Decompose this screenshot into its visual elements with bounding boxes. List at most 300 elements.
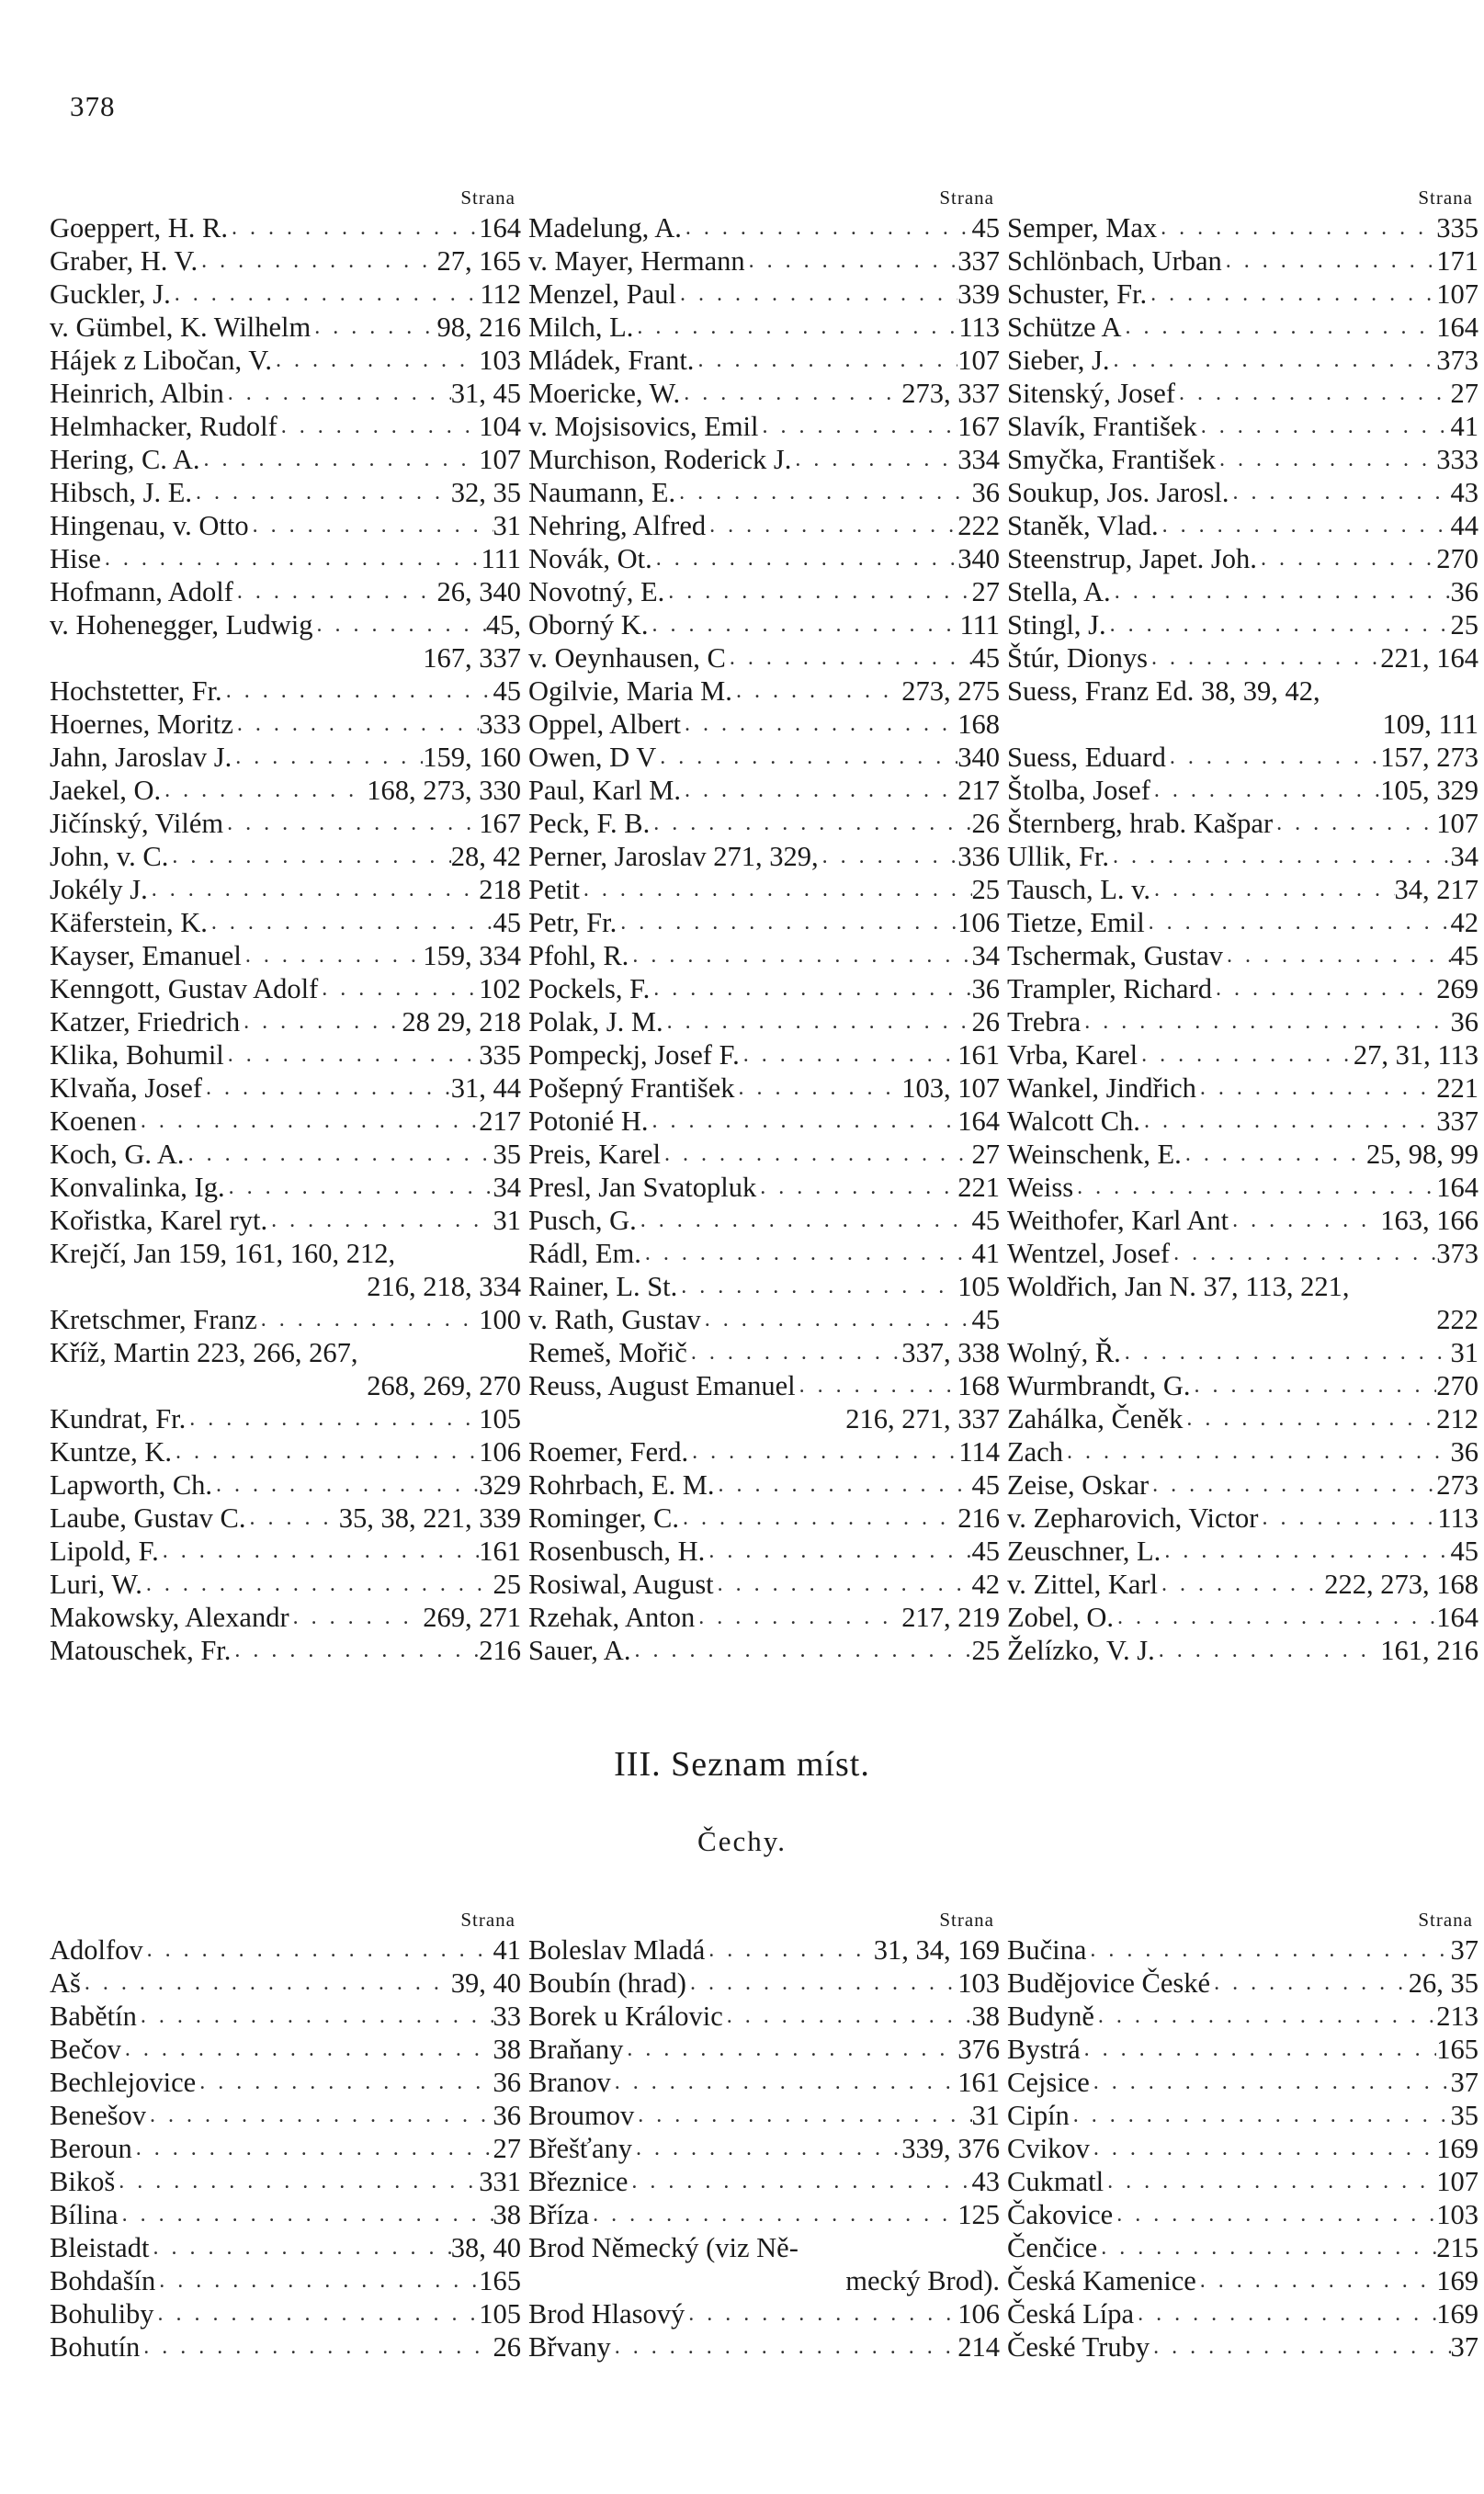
entry-pages: 45 [971, 1469, 1000, 1501]
entry-pages: 28, 42 [450, 841, 521, 872]
leader-dots [1113, 2198, 1436, 2231]
index-entry [528, 476, 1000, 509]
leader-dots [1196, 1071, 1436, 1105]
strana-header: Strana [1418, 1909, 1473, 1931]
leader-dots [1157, 211, 1436, 244]
leader-dots [192, 476, 451, 509]
index-entry [528, 608, 1000, 641]
index-entry [528, 2033, 1000, 2066]
entry-name: Heinrich, Albin [50, 378, 224, 409]
index-entry [1007, 1502, 1478, 1535]
entry-pages: 45 [971, 1304, 1000, 1335]
entry-pages: 43 [1450, 477, 1478, 508]
entry-name: Käferstein, K. [50, 907, 208, 938]
leader-dots [318, 972, 479, 1005]
index-entry [1007, 1468, 1478, 1502]
entry-name: Hise [50, 543, 101, 574]
entry-pages: 216 [957, 1502, 1000, 1534]
index-entry [1007, 906, 1478, 939]
leader-dots [1109, 840, 1450, 873]
leader-dots [695, 1601, 901, 1634]
index-entry [1007, 1204, 1478, 1237]
entry-name: Hering, C. A. [50, 444, 200, 475]
entry-name: Pusch, G. [528, 1205, 637, 1236]
index-entry [1007, 2033, 1478, 2066]
leader-dots [1273, 807, 1436, 840]
index-entry [1007, 1171, 1478, 1204]
entry-name: Koch, G. A. [50, 1139, 185, 1170]
index-entry [50, 2000, 521, 2033]
leader-dots [1063, 1435, 1451, 1468]
entry-continuation: 216, 271, 337 [845, 1403, 1000, 1434]
entry-name: Reuss, August Emanuel [528, 1370, 796, 1401]
entry-name: Zeise, Oskar [1007, 1469, 1150, 1501]
index-entry [1007, 675, 1478, 708]
index-entry [50, 708, 521, 741]
entry-pages: 103 [1436, 2199, 1478, 2230]
entry-pages: 214 [957, 2331, 1000, 2363]
index-entry [1007, 1005, 1478, 1038]
index-entry [50, 2264, 521, 2297]
entry-pages: 215 [1436, 2232, 1478, 2263]
entry-name: Remeš, Mořič [528, 1337, 687, 1368]
entry-pages: 163, 166 [1380, 1205, 1478, 1236]
entry-pages: 31 [971, 2100, 1000, 2131]
index-entry [50, 1601, 521, 1634]
leader-dots [231, 1634, 479, 1667]
entry-pages: 105 [479, 2298, 521, 2330]
leader-dots [641, 1237, 972, 1270]
index-entry [50, 774, 521, 807]
leader-dots [240, 1005, 402, 1038]
entry-name: Roemer, Ferd. [528, 1436, 689, 1468]
entry-pages: 33 [493, 2001, 521, 2032]
index-entry [528, 344, 1000, 377]
persons-column-2 [528, 184, 1000, 1667]
entry-name: Kořistka, Karel ryt. [50, 1205, 268, 1236]
leader-dots [1140, 1105, 1436, 1138]
entry-name: Zeuschner, L. [1007, 1536, 1161, 1567]
leader-dots [796, 1369, 958, 1402]
leader-dots [726, 641, 972, 675]
entry-name: Cejsice [1007, 2067, 1090, 2098]
entry-pages: 103, 107 [901, 1072, 1000, 1104]
entry-name: Čenčice [1007, 2232, 1098, 2263]
entry-pages: 45, [485, 609, 521, 641]
entry-pages: 45 [493, 675, 521, 707]
entry-name: v. Mayer, Hermann [528, 245, 745, 277]
places-column-2 [528, 1906, 1000, 2364]
leader-dots [706, 509, 957, 542]
index-entry [1007, 1237, 1478, 1270]
index-entry [50, 873, 521, 906]
entry-pages: 125 [957, 2199, 1000, 2230]
persons-column-3 [1007, 184, 1478, 1667]
entry-name: Boleslav Mladá [528, 1934, 706, 1966]
leader-dots [1166, 741, 1380, 774]
entry-name: Jaekel, O. [50, 775, 162, 806]
index-entry [1007, 2330, 1478, 2364]
index-entry [50, 1468, 521, 1502]
entry-name: Kundrat, Fr. [50, 1403, 187, 1434]
entry-pages: 161 [479, 1536, 521, 1567]
entry-pages: 167 [957, 411, 1000, 442]
leader-dots [685, 2297, 957, 2330]
leader-dots [759, 410, 958, 443]
index-entry [50, 2099, 521, 2132]
entry-name: Petr, Fr. [528, 907, 617, 938]
index-entry [528, 575, 1000, 608]
entry-name: Břvany [528, 2331, 611, 2363]
entry-name: Oppel, Albert [528, 709, 682, 740]
entry-pages: 27, 31, 113 [1353, 1039, 1478, 1071]
index-entry [1007, 939, 1478, 972]
leader-dots [171, 278, 481, 311]
index-entry [528, 1270, 1000, 1303]
leader-dots [1109, 344, 1436, 377]
entry-name: Tietze, Emil [1007, 907, 1145, 938]
entry-pages: 41 [1450, 411, 1478, 442]
leader-dots [628, 2165, 971, 2198]
entry-pages: 171 [1436, 245, 1478, 277]
index-entry [528, 1369, 1000, 1402]
entry-name: Jičínský, Vilém [50, 808, 224, 839]
entry-pages: 26 [971, 1006, 1000, 1037]
leader-dots [212, 1468, 479, 1502]
entry-pages: 212 [1436, 1403, 1478, 1434]
leader-dots [1159, 509, 1451, 542]
entry-pages: 217 [957, 775, 1000, 806]
entry-name: Graber, H. V. [50, 245, 198, 277]
index-entry [50, 972, 521, 1005]
entry-pages: 106 [957, 2298, 1000, 2330]
entry-name: Broumov [528, 2100, 635, 2131]
entry-name: Walcott Ch. [1007, 1105, 1140, 1137]
entry-name: Schütze A [1007, 312, 1122, 343]
entry-pages: 164 [1436, 1172, 1478, 1203]
entry-name: Bikoš [50, 2166, 116, 2197]
entry-name: v. Hohenegger, Ludwig [50, 609, 313, 641]
leader-dots [735, 1071, 902, 1105]
leader-dots [1111, 575, 1451, 608]
entry-name: Oborný K. [528, 609, 649, 641]
entry-pages: 26 [493, 2331, 521, 2363]
entry-name: Hájek z Libočan, V. [50, 345, 272, 376]
entry-pages: 34, 217 [1394, 874, 1478, 905]
entry-pages: 107 [957, 345, 1000, 376]
index-entry [528, 2165, 1000, 2198]
entry-pages: 157, 273 [1380, 742, 1478, 773]
entry-name: Klika, Bohumil [50, 1039, 224, 1071]
entry-name: Břešťany [528, 2133, 632, 2164]
index-entry [50, 1005, 521, 1038]
entry-name: Štúr, Dionys [1007, 642, 1148, 674]
leader-dots [677, 1270, 957, 1303]
entry-pages: 98, 216 [436, 312, 521, 343]
entry-pages: 37 [1450, 1934, 1478, 1966]
index-entry [1007, 2297, 1478, 2330]
leader-dots [1223, 939, 1450, 972]
entry-pages: 34 [1450, 841, 1478, 872]
entry-pages: 222, 273, 168 [1324, 1569, 1478, 1600]
index-entry [528, 211, 1000, 244]
entry-name: Novák, Ot. [528, 543, 652, 574]
entry-name: Konvalinka, Ig. [50, 1172, 225, 1203]
entry-name: Soukup, Jos. Jarosl. [1007, 477, 1229, 508]
index-entry [528, 1071, 1000, 1105]
entry-pages: 165 [1436, 2034, 1478, 2065]
index-entry [528, 939, 1000, 972]
entry-pages: 26 [971, 808, 1000, 839]
entry-name: Hingenau, v. Otto [50, 510, 249, 541]
leader-dots [756, 1171, 957, 1204]
entry-name: Rosenbusch, H. [528, 1536, 706, 1567]
entry-pages: 103 [957, 1967, 1000, 1999]
entry-pages: 107 [1436, 2166, 1478, 2197]
entry-pages: 32, 35 [450, 477, 521, 508]
leader-dots [185, 1138, 493, 1171]
index-entry [1007, 344, 1478, 377]
leader-dots [1196, 2264, 1436, 2297]
entry-name: Sitenský, Josef [1007, 378, 1175, 409]
leader-dots [1150, 873, 1395, 906]
entry-name: Čakovice [1007, 2199, 1114, 2230]
entry-name: Preis, Karel [528, 1139, 661, 1170]
entry-name: Šternberg, hrab. Kašpar [1007, 808, 1274, 839]
entry-name: Moericke, W. [528, 378, 681, 409]
leader-dots [1138, 1038, 1354, 1071]
entry-name: Goeppert, H. R. [50, 212, 228, 244]
index-entry [50, 410, 521, 443]
entry-pages: 31 [1450, 1337, 1478, 1368]
entry-pages: 45 [971, 642, 1000, 674]
leader-dots [688, 1435, 958, 1468]
leader-dots [732, 675, 901, 708]
leader-dots [155, 2264, 479, 2297]
index-entry [50, 1967, 521, 2000]
entry-name: Tausch, L. v. [1007, 874, 1150, 905]
leader-dots [232, 741, 423, 774]
entry-pages: 161 [957, 2067, 1000, 2098]
entry-pages: 169 [1436, 2133, 1478, 2164]
index-entry [50, 1237, 521, 1270]
index-entry [528, 1933, 1000, 1967]
leader-dots [745, 244, 958, 278]
entry-name: Smyčka, František [1007, 444, 1217, 475]
index-entry [50, 1303, 521, 1336]
entry-name: Sauer, A. [528, 1635, 631, 1666]
entry-name: Trebra [1007, 1006, 1082, 1037]
leader-dots [1258, 1502, 1437, 1535]
entry-name: Bečov [50, 2034, 121, 2065]
entry-name: Stingl, J. [1007, 609, 1106, 641]
leader-dots [664, 575, 971, 608]
entry-name: Helmhacker, Rudolf [50, 411, 278, 442]
entry-pages: 36 [1450, 576, 1478, 607]
entry-name: Matouschek, Fr. [50, 1635, 232, 1666]
index-entry [528, 774, 1000, 807]
entry-name: Petit [528, 874, 580, 905]
entry-pages: 340 [957, 742, 1000, 773]
entry-pages: 216 [479, 1635, 521, 1666]
entry-pages: 331 [479, 2166, 521, 2197]
index-entry [1007, 2066, 1478, 2099]
strana-header: Strana [460, 187, 515, 209]
entry-continuation: 167, 337 [423, 642, 521, 674]
entry-name: Guckler, J. [50, 278, 171, 310]
entry-pages: 27 [1450, 378, 1478, 409]
entry-pages: 106 [957, 907, 1000, 938]
entry-pages: 159, 160 [423, 742, 521, 773]
leader-dots [1158, 1568, 1324, 1601]
index-entry [1007, 2000, 1478, 2033]
index-entry [528, 2198, 1000, 2231]
index-entry [1007, 2264, 1478, 2297]
leader-dots [680, 377, 901, 410]
leader-dots [186, 1402, 479, 1435]
leader-dots [198, 244, 436, 278]
leader-dots [1121, 1336, 1451, 1369]
leader-dots [242, 939, 423, 972]
entry-name: Murchison, Roderick J. [528, 444, 792, 475]
leader-dots [233, 708, 479, 741]
leader-dots [580, 873, 972, 906]
entry-pages: 42 [1450, 907, 1478, 938]
index-entry [50, 2033, 521, 2066]
entry-name: v. Oeynhausen, C [528, 642, 726, 674]
entry-pages: 39, 40 [450, 1967, 521, 1999]
entry-continuation: 222 [1436, 1304, 1478, 1335]
index-entry [528, 873, 1000, 906]
entry-pages: 31, 34, 169 [873, 1934, 1000, 1966]
entry-pages: 31 [493, 1205, 521, 1236]
entry-pages: 337 [957, 245, 1000, 277]
entry-name: Hoernes, Moritz [50, 709, 233, 740]
entry-pages: 37 [1450, 2067, 1478, 2098]
entry-pages: 104 [479, 411, 521, 442]
index-entry [50, 1336, 521, 1369]
entry-pages: 44 [1450, 510, 1478, 541]
leader-dots [617, 906, 957, 939]
entry-name: Suess, Franz Ed. 38, 39, 42, [1007, 675, 1320, 707]
leader-dots [228, 211, 479, 244]
entry-pages: 43 [971, 2166, 1000, 2197]
entry-name: Rainer, L. St. [528, 1271, 678, 1302]
entry-pages: 273 [1436, 1469, 1478, 1501]
entry-pages: 111 [481, 543, 521, 574]
index-entry [528, 1336, 1000, 1369]
index-entry [50, 1204, 521, 1237]
entry-name: Zach [1007, 1436, 1063, 1468]
entry-name: Babětín [50, 2001, 137, 2032]
leader-dots [656, 741, 957, 774]
leader-dots [168, 840, 450, 873]
leader-dots [196, 2066, 493, 2099]
entry-pages: 337, 338 [901, 1337, 1000, 1368]
index-entry [528, 1138, 1000, 1171]
index-entry [50, 1568, 521, 1601]
leader-dots [143, 1933, 493, 1967]
leader-dots [1104, 2165, 1436, 2198]
index-entry [1007, 2099, 1478, 2132]
entry-pages: 169 [1436, 2265, 1478, 2296]
leader-dots [675, 476, 971, 509]
entry-name: Bystrá [1007, 2034, 1081, 2065]
entry-pages: 164 [479, 212, 521, 244]
index-entry [528, 1171, 1000, 1204]
leader-dots [652, 542, 958, 575]
leader-dots [633, 311, 958, 344]
leader-dots [257, 1303, 480, 1336]
index-entry [528, 2099, 1000, 2132]
entry-pages: 45 [1450, 940, 1478, 971]
entry-pages: 113 [1437, 1502, 1478, 1534]
entry-pages: 167 [479, 808, 521, 839]
entry-name: Březnice [528, 2166, 629, 2197]
entry-name: Bohuliby [50, 2298, 154, 2330]
entry-pages: 164 [1436, 312, 1478, 343]
index-entry [1007, 244, 1478, 278]
index-entry [1007, 1568, 1478, 1601]
persons-index [50, 184, 1483, 1667]
index-entry [1007, 1038, 1478, 1071]
entry-name: Lipold, F. [50, 1536, 159, 1567]
index-entry [528, 1005, 1000, 1038]
entry-name: Steenstrup, Japet. Joh. [1007, 543, 1257, 574]
entry-name: Schuster, Fr. [1007, 278, 1148, 310]
entry-continuation: 268, 269, 270 [367, 1370, 521, 1401]
index-entry [1007, 476, 1478, 509]
entry-continuation: 216, 218, 334 [367, 1271, 521, 1302]
index-entry [50, 906, 521, 939]
leader-dots [1106, 608, 1451, 641]
index-entry [50, 675, 521, 708]
entry-name: v. Gümbel, K. Wilhelm [50, 312, 312, 343]
entry-name: Madelung, A. [528, 212, 682, 244]
index-entry [50, 2198, 521, 2231]
index-entry [528, 675, 1000, 708]
entry-pages: 218 [479, 874, 521, 905]
entry-name: Polak, J. M. [528, 1006, 663, 1037]
places-index [50, 1906, 1483, 2364]
leader-dots [278, 410, 479, 443]
entry-pages: 41 [493, 1934, 521, 1966]
entry-name: Vrba, Karel [1007, 1039, 1138, 1071]
index-entry [528, 1967, 1000, 2000]
places-column-3 [1007, 1906, 1478, 2364]
index-entry [1007, 542, 1478, 575]
page-number: 378 [70, 90, 116, 122]
leader-dots [1210, 1967, 1409, 2000]
entry-pages: 269, 271 [423, 1602, 521, 1633]
leader-dots [1147, 278, 1436, 311]
leader-dots [119, 2198, 493, 2231]
entry-name: Laube, Gustav C. [50, 1502, 246, 1534]
leader-dots [611, 2330, 957, 2364]
entry-name: Pompeckj, Josef F. [528, 1039, 740, 1071]
leader-dots [701, 1303, 972, 1336]
places-column-1 [50, 1906, 521, 2364]
index-entry [528, 410, 1000, 443]
leader-dots [121, 2033, 493, 2066]
entry-name: Semper, Max [1007, 212, 1158, 244]
index-entry [1007, 2132, 1478, 2165]
index-entry [50, 741, 521, 774]
entry-pages: 27 [971, 576, 1000, 607]
index-entry [50, 443, 521, 476]
index-entry [50, 1634, 521, 1667]
entry-name: Klvaňa, Josef [50, 1072, 203, 1104]
